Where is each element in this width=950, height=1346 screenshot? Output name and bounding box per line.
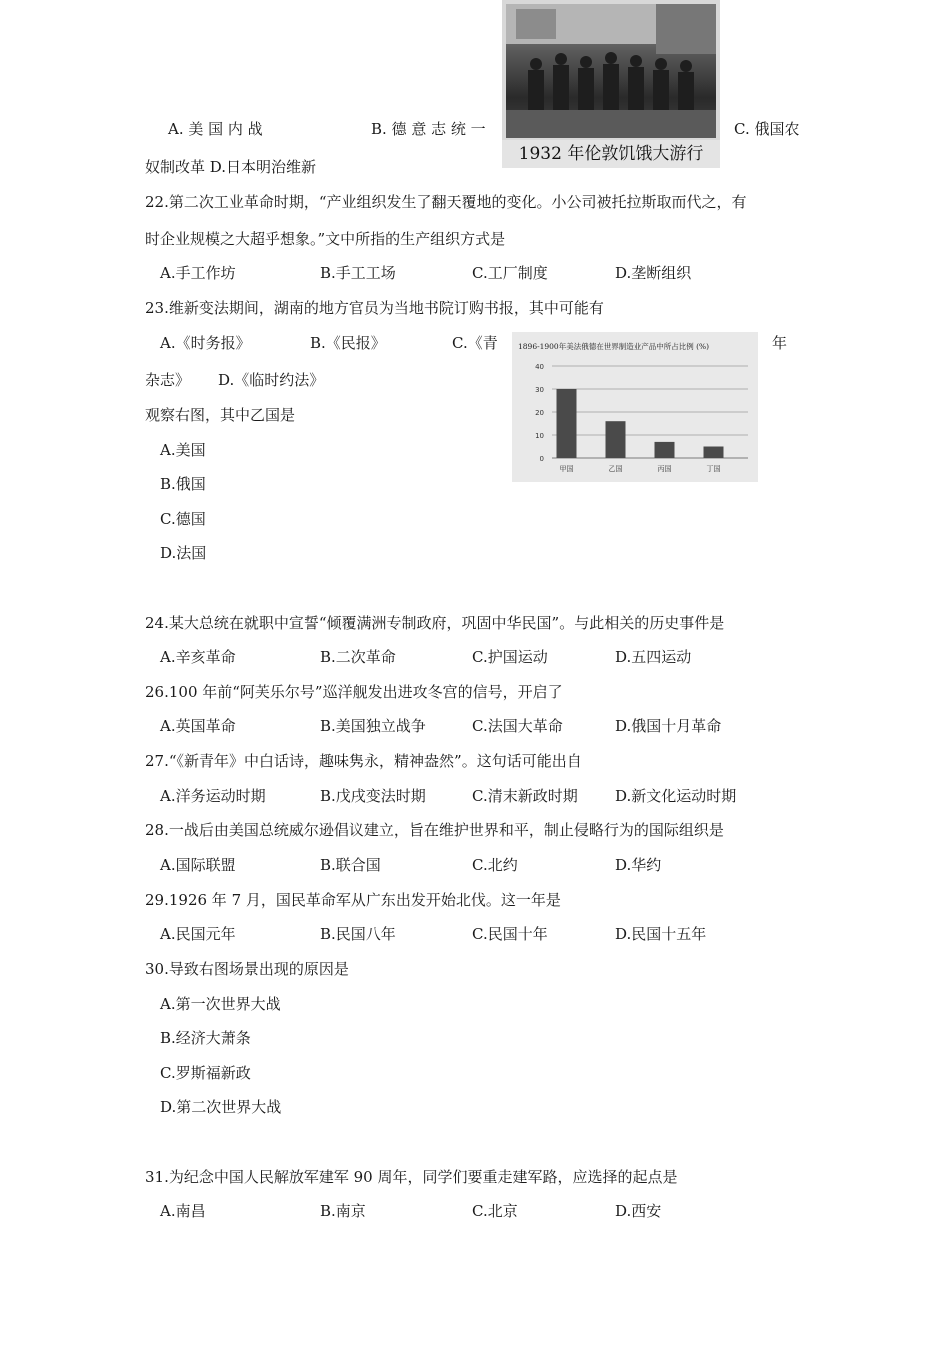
chart-svg	[512, 332, 758, 482]
crowd-photo-image	[506, 4, 716, 138]
hunger-march-photo	[502, 0, 720, 168]
q29-option-a: A.民国元年	[160, 925, 236, 943]
q28-stem: 28.一战后由美国总统威尔逊倡议建立，旨在维护世界和平，制止侵略行为的国际组织是	[145, 821, 724, 839]
q30-option-b: B.经济大萧条	[160, 1029, 251, 1047]
chart-xtick-label: 丙国	[657, 465, 672, 473]
chart-ytick-label: 10	[535, 432, 544, 440]
q27-option-a: A.洋务运动时期	[160, 787, 266, 805]
q23-option-c-tail: 年	[772, 334, 788, 352]
chart-ytick-label: 20	[535, 409, 544, 417]
chart-bar	[704, 447, 724, 459]
q24-option-b: B.二次革命	[320, 648, 396, 666]
q26-stem: 26.100 年前“阿芙乐尔号”巡洋舰发出进攻冬宫的信号，开启了	[145, 683, 563, 701]
q29-option-d: D.民国十五年	[615, 925, 707, 943]
chart-xtick-label: 丁国	[706, 465, 721, 473]
qchart-option-a: A.美国	[160, 441, 206, 459]
chart-bar	[606, 421, 626, 458]
q21-option-c: C. 俄国农	[734, 120, 800, 138]
q31-option-c: C.北京	[472, 1202, 518, 1220]
q26-option-c: C.法国大革命	[472, 717, 563, 735]
q21-option-b: B. 德 意 志 统 一	[371, 120, 486, 138]
q30-option-d: D.第二次世界大战	[160, 1098, 282, 1116]
photo-caption: 1932 年伦敦饥饿大游行	[502, 140, 720, 168]
q31-stem: 31.为纪念中国人民解放军建军 90 周年，同学们要重走建军路，应选择的起点是	[145, 1168, 678, 1186]
q30-option-a: A.第一次世界大战	[160, 995, 281, 1013]
q31-option-b: B.南京	[320, 1202, 366, 1220]
q29-option-b: B.民国八年	[320, 925, 396, 943]
q27-option-c: C.清末新政时期	[472, 787, 578, 805]
q28-option-a: A.国际联盟	[160, 856, 236, 874]
q28-option-b: B.联合国	[320, 856, 381, 874]
q31-option-d: D.西安	[615, 1202, 662, 1220]
qchart-option-d: D.法国	[160, 544, 207, 562]
q21-option-cont: 奴制改革 D.日本明治维新	[145, 158, 317, 176]
q28-option-c: C.北约	[472, 856, 518, 874]
q28-option-d: D.华约	[615, 856, 662, 874]
q22-stem-line2: 时企业规模之大超乎想象。”文中所指的生产组织方式是	[145, 230, 506, 248]
q21-option-a: A. 美 国 内 战	[168, 120, 263, 138]
q22-option-c: C.工厂制度	[472, 264, 548, 282]
q24-option-a: A.辛亥革命	[160, 648, 236, 666]
chart-ytick-label: 40	[535, 363, 544, 371]
chart-ytick-label: 0	[539, 455, 544, 463]
q23-option-d: D.《临时约法》	[218, 371, 325, 389]
q30-option-c: C.罗斯福新政	[160, 1064, 251, 1082]
q27-option-d: D.新文化运动时期	[615, 787, 737, 805]
q29-option-c: C.民国十年	[472, 925, 548, 943]
q26-option-b: B.美国独立战争	[320, 717, 426, 735]
chart-xtick-label: 乙国	[608, 465, 623, 473]
q27-stem: 27.“《新青年》中白话诗，趣味隽永，精神盎然”。这句话可能出自	[145, 752, 582, 770]
chart-bar	[655, 442, 675, 458]
q24-option-d: D.五四运动	[615, 648, 692, 666]
q22-option-d: D.垄断组织	[615, 264, 692, 282]
q30-stem: 30.导致右图场景出现的原因是	[145, 960, 349, 978]
q22-option-b: B.手工工场	[320, 264, 396, 282]
q26-option-a: A.英国革命	[160, 717, 236, 735]
q22-stem-line1: 22.第二次工业革命时期，“产业组织发生了翻天覆地的变化。小公司被托拉斯取而代之，有	[145, 193, 747, 211]
q22-option-a: A.手工作坊	[160, 264, 236, 282]
q27-option-b: B.戊戌变法时期	[320, 787, 426, 805]
q23-option-a: A.《时务报》	[160, 334, 251, 352]
q26-option-d: D.俄国十月革命	[615, 717, 722, 735]
qchart-stem: 观察右图，其中乙国是	[145, 406, 296, 424]
q29-stem: 29.1926 年 7 月，国民革命军从广东出发开始北伐。这一年是	[145, 891, 561, 909]
q24-stem: 24.某大总统在就职中宣誓“倾覆满洲专制政府，巩固中华民国”。与此相关的历史事件是	[145, 614, 725, 632]
chart-bar	[557, 389, 577, 458]
qchart-option-c: C.德国	[160, 510, 206, 528]
chart-title: 1896-1900年美法俄德在世界制造业产品中所占比例 (%)	[518, 342, 710, 351]
q23-stem: 23.维新变法期间，湖南的地方官员为当地书院订购书报，其中可能有	[145, 299, 604, 317]
manufacturing-share-chart	[512, 332, 758, 482]
chart-ytick-label: 30	[535, 386, 544, 394]
q24-option-c: C.护国运动	[472, 648, 548, 666]
q31-option-a: A.南昌	[160, 1202, 206, 1220]
chart-xtick-label: 甲国	[559, 465, 574, 473]
q23-option-b: B.《民报》	[310, 334, 386, 352]
q23-option-c: C.《青	[452, 334, 498, 352]
qchart-option-b: B.俄国	[160, 475, 206, 493]
q23-option-c-cont: 杂志》	[145, 371, 191, 389]
